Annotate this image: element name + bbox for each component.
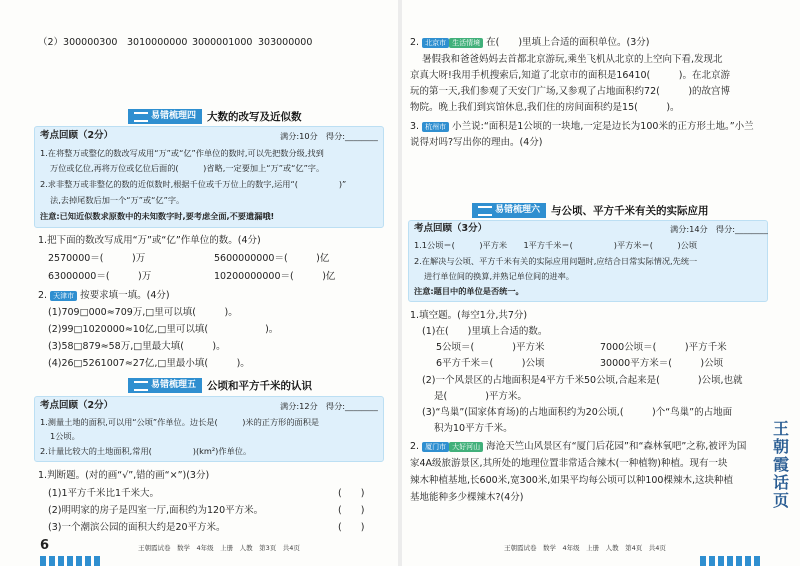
s6-q1-d: 30000平方米＝( )公顷 <box>600 358 724 369</box>
s4-q1-d: 10200000000＝( )亿 <box>214 271 336 282</box>
section5-tag <box>128 378 202 393</box>
top-number-3: 3000001000 <box>192 37 253 48</box>
section4-title: 大数的改写及近似数 <box>207 111 302 123</box>
page-tab-marks <box>40 556 100 566</box>
right-footer: 王朝霞试卷 数学 4年级 上册 人教 第4页 共4页 <box>504 544 666 552</box>
section4-review-label: 考点回顾（2分） <box>40 130 114 141</box>
s6-q2-a: 海沧天竺山风景区有“厦门后花园”和“森林氧吧”之称,被评为国 <box>486 441 747 452</box>
logo-char: 朝 <box>772 437 789 456</box>
wave-icon <box>134 112 148 122</box>
section6-title: 与公顷、平方千米有关的实际应用 <box>551 205 709 217</box>
s6-q1-3a: (3)“鸟巢”(国家体育场)的占地面积约为20公顷,( )个“鸟巢”的占地面 <box>422 407 733 418</box>
s5-q1-c: (3)一个潮滨公园的面积大约是20平方米。 <box>48 522 226 533</box>
r-q3-b: 说得对吗?写出你的理由。(4分) <box>410 137 543 148</box>
s5-q1-b: (2)明明家的房子是四室一厅,面积约为120平方米。 <box>48 505 264 516</box>
page-number: 6 <box>40 538 50 553</box>
r-q2-p3: 玩的第一天,我们参观了天安门广场,又参观了占地面积约72( )的故宫博 <box>410 86 731 97</box>
section6-tag <box>472 203 546 218</box>
s5-q1-a-answer[interactable]: ( ) <box>338 488 365 499</box>
s6-q2-b: 家4A级旅游景区,其所处的地理位置非常适合辣木(一种植物)种植。现有一块 <box>410 458 728 469</box>
right-page <box>400 0 800 566</box>
section6-note: 注意:题目中的单位是否统一。 <box>414 286 524 296</box>
section5-score: 满分:12分 得分:________ <box>280 401 378 411</box>
section5-review-1a: 1.测量土地的面积,可以用“公顷”作单位。边长是( )米的正方形的面积是 <box>40 417 320 427</box>
s6-q2-d: 基地能种多少棵辣木?(4分) <box>410 492 524 503</box>
top-number-4: 303000000 <box>258 37 313 48</box>
s4-q1-c: 63000000＝( )万 <box>48 271 152 282</box>
section4-tag <box>128 109 202 124</box>
logo-char: 王 <box>772 419 789 438</box>
top-number-2: 3010000000 <box>127 37 188 48</box>
section6-score: 满分:14分 得分:________ <box>670 224 768 234</box>
section4-banner <box>128 108 302 125</box>
wave-icon <box>134 381 148 391</box>
s6-q1-2a: (2)一个风景区的占地面积是4平方千米50公顷,合起来是( )公顷,也就 <box>422 375 743 386</box>
section6-review-1: 1.1公顷＝( )平方米 1平方千米＝( )平方米＝( )公顷 <box>414 240 698 250</box>
section6-tag-label: 易错梳理六 <box>495 205 541 215</box>
s4-question-2: 2. 天津市 按要求填一填。(4分) <box>38 290 170 301</box>
s6-q1-1: (1)在( )里填上合适的数。 <box>422 326 548 337</box>
s4-question-1: 1.把下面的数改写成用“万”或“亿”作单位的数。(4分) <box>38 235 261 246</box>
page-tab-marks <box>700 556 760 566</box>
city-tag: 天津市 <box>50 291 77 301</box>
s5-q1-b-answer[interactable]: ( ) <box>338 505 365 516</box>
left-footer: 王朝霞试卷 数学 4年级 上册 人教 第3页 共4页 <box>138 544 300 552</box>
s6-q1-b: 7000公顷＝( )平方千米 <box>600 342 727 353</box>
s4-q2-a: (1)709□000≈709万,□里可以填( )。 <box>48 307 238 318</box>
city-tag: 北京市 <box>422 38 449 48</box>
section4-score: 满分:10分 得分:________ <box>280 131 378 141</box>
context-tag: 大好河山 <box>449 442 483 452</box>
section5-review-2: 2.计量比较大的土地面积,常用( )(km²)作单位。 <box>40 446 252 456</box>
s6-question-1: 1.填空题。(每空1分,共7分) <box>410 310 528 321</box>
section4-review-2b: 法,去掉尾数后加一个“万”或“亿”字。 <box>50 195 185 205</box>
section5-review-1b: 1公顷。 <box>50 431 80 441</box>
section6-review-2a: 2.在解决与公顷、平方千米有关的实际应用问题时,应结合日常实际情况,先统一 <box>414 256 698 266</box>
s6-q1-c: 6平方千米＝( )公顷 <box>436 358 545 369</box>
r-q2-p4: 物院。晚上我们到宾馆休息,我们住的房间面积约是15( )。 <box>410 102 680 113</box>
section6-review-label: 考点回顾（3分） <box>414 223 488 234</box>
s6-q1-2b: 是( )平方米。 <box>434 391 527 402</box>
logo-char: 霞 <box>772 455 789 474</box>
s4-q2-d: (4)26□5261007≈27亿,□里最小填( )。 <box>48 358 250 369</box>
wave-icon <box>478 206 492 216</box>
s4-q1-b: 5600000000＝( )亿 <box>214 253 330 264</box>
s5-q1-c-answer[interactable]: ( ) <box>338 522 365 533</box>
top-number-1: （2）300000300 <box>38 37 118 48</box>
section6-review-2b: 进行单位间的换算,并熟记单位间的进率。 <box>424 271 574 281</box>
brand-logo <box>768 420 794 510</box>
r-q2-p1: 暑假我和爸爸妈妈去首都北京游玩,乘坐飞机从北京的上空向下看,发现北 <box>422 54 723 65</box>
s6-question-2: 2. 厦门市 大好河山 海沧天竺山风景区有“厦门后花园”和“森林氧吧”之称,被评为国 <box>410 441 747 452</box>
s6-q2-c: 辣木种植基地,长600米,宽300米,如果平均每公顷可以种100棵辣木,这块种植 <box>410 475 733 486</box>
s4-q1-a: 2570000＝( )万 <box>48 253 146 264</box>
s4-q2-c: (3)58□879≈58万,□里最大填( )。 <box>48 341 226 352</box>
s6-q1-a: 5公顷＝( )平方米 <box>436 342 545 353</box>
s6-q1-3b: 积为10平方千米。 <box>434 423 513 434</box>
section5-banner <box>128 377 312 394</box>
r-q2-p2: 京真大呀!我用手机搜索后,知道了北京市的面积是16410( )。在北京游 <box>410 70 730 81</box>
s5-q1-a: (1)1平方千米比1千米大。 <box>48 488 160 499</box>
s5-question-1: 1.判断题。(对的画“√”,错的画“×”)(3分) <box>38 470 210 481</box>
section6-banner <box>472 202 709 219</box>
logo-char: 页 <box>772 491 789 510</box>
section4-tag-label: 易错梳理四 <box>151 111 197 121</box>
city-tag: 厦门市 <box>422 442 449 452</box>
section4-review-1b: 万位或亿位,再将万位或亿位后面的( )省略,一定要加上“万”或“亿”字。 <box>50 163 325 173</box>
section5-title: 公顷和平方千米的认识 <box>207 380 313 392</box>
s4-q2-b: (2)99□1020000≈10亿,□里可以填( )。 <box>48 324 279 335</box>
r-question-3: 3. 杭州市 小兰说:“面积是1公顷的一块地,一定是边长为100米的正方形土地。”小兰 <box>410 121 754 132</box>
section5-review-label: 考点回顾（2分） <box>40 400 114 411</box>
r-question-2: 2. 北京市 生活情境 在( )里填上合适的面积单位。(3分) <box>410 37 650 48</box>
logo-char: 话 <box>772 473 789 492</box>
section4-review-2a: 2.求非整万或非整亿的数的近似数时,根据千位或千万位上的数字,运用“( )” <box>40 179 347 189</box>
city-tag: 杭州市 <box>422 122 449 132</box>
section4-note: 注意:已知近似数求原数中的未知数字时,要考虑全面,不要遗漏哦! <box>40 211 275 221</box>
r-q3-a: 小兰说:“面积是1公顷的一块地,一定是边长为100米的正方形土地。”小兰 <box>452 121 754 132</box>
section4-review-1a: 1.在将整万或整亿的数改写成用“万”或“亿”作单位的数时,可以先把数分级,找到 <box>40 148 324 158</box>
r-q2-text: 在( )里填上合适的面积单位。(3分) <box>486 37 650 48</box>
section5-tag-label: 易错梳理五 <box>151 380 197 390</box>
s4-q2-text: 按要求填一填。(4分) <box>80 290 170 301</box>
context-tag: 生活情境 <box>449 38 483 48</box>
